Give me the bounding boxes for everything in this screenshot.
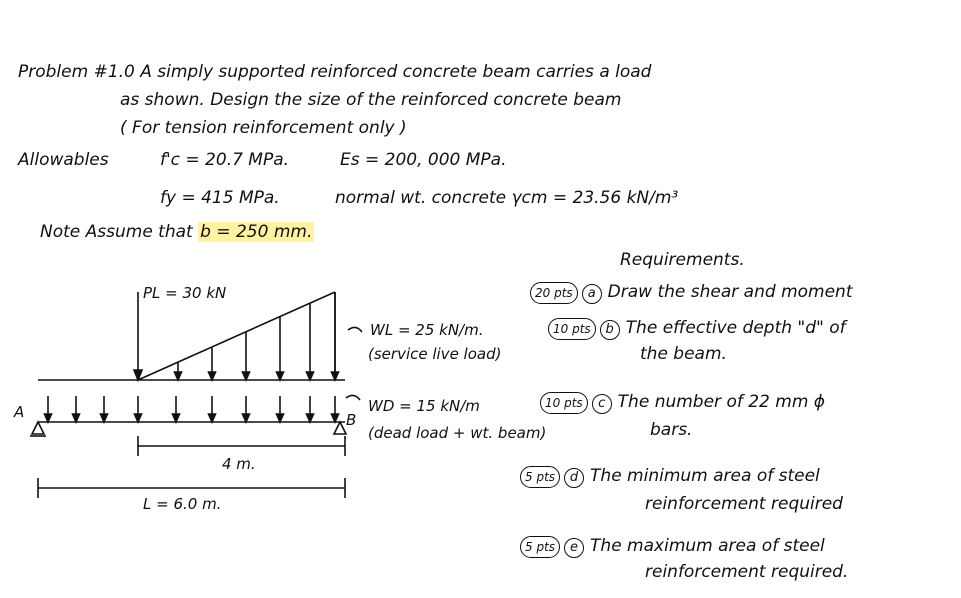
live-load-arrow-head <box>307 372 314 380</box>
allowable-fc: f'c = 20.7 MPa. <box>160 150 290 170</box>
item-text: The effective depth "d" of <box>625 318 846 338</box>
item-text: Draw the shear and moment <box>607 282 853 302</box>
requirements-title: Requirements. <box>620 250 745 270</box>
item-text: The minimum area of steel <box>590 466 820 486</box>
problem-line-3: ( For tension reinforcement only ) <box>120 118 407 138</box>
points-badge: 20 pts <box>530 282 578 304</box>
dead-load-arrow-head <box>135 414 142 422</box>
dead-load-arrow-head <box>243 414 250 422</box>
dimension-span: L = 6.0 m. <box>143 495 222 513</box>
problem-line-2: as shown. Design the size of the reinforced concrete beam <box>120 90 622 110</box>
live-load-arrow-head <box>332 372 339 380</box>
dead-load-arrow-head <box>73 414 80 422</box>
dead-load-label: WD = 15 kN/m <box>368 397 480 415</box>
note-text: Note Assume that <box>40 222 199 242</box>
live-load-arrow-head <box>277 372 284 380</box>
requirement-item <box>520 466 820 488</box>
points-badge: 5 pts <box>520 466 560 488</box>
requirement-item <box>548 318 846 340</box>
item-text: The maximum area of steel <box>590 536 825 556</box>
item-letter: c <box>592 394 612 414</box>
points-badge: 10 pts <box>548 318 596 340</box>
requirement-item-cont: reinforcement required. <box>645 562 849 582</box>
requirement-item <box>530 282 853 304</box>
allowable-es: Es = 200, 000 MPa. <box>340 150 507 170</box>
points-badge: 5 pts <box>520 536 560 558</box>
live-load-arrow-head <box>175 372 182 380</box>
live-load-note: (service live load) <box>368 345 502 363</box>
item-letter: a <box>582 284 602 304</box>
live-load-arrow-head <box>209 372 216 380</box>
item-letter: d <box>564 468 584 488</box>
note-b-value: b = 250 mm. <box>200 222 313 242</box>
support-b-label: B <box>346 411 357 429</box>
dead-load-arrow-head <box>332 414 339 422</box>
item-text: The number of 22 mm ϕ <box>617 392 826 412</box>
item-letter: b <box>600 320 620 340</box>
dead-load-arrow-head <box>277 414 284 422</box>
problem-line-1: Problem #1.0 A simply supported reinforced concrete beam carries a load <box>18 62 652 82</box>
live-load-arrow-head <box>243 372 250 380</box>
dead-load-arrow-head <box>209 414 216 422</box>
requirement-item <box>520 536 825 558</box>
dead-load-arrow-head <box>307 414 314 422</box>
requirement-item-cont: reinforcement required <box>645 494 843 514</box>
allowables-label: Allowables <box>18 150 109 170</box>
live-load-label: WL = 25 kN/m. <box>370 321 484 339</box>
allowable-gamma: normal wt. concrete γcm = 23.56 kN/m³ <box>335 188 679 208</box>
point-load-label: PL = 30 kN <box>143 284 227 302</box>
allowable-fy: fy = 415 MPa. <box>160 188 280 208</box>
dead-load-note: (dead load + wt. beam) <box>368 424 547 442</box>
dead-load-arrow-head <box>45 414 52 422</box>
support-a-label: A <box>14 403 25 421</box>
dead-load-arrow-head <box>101 414 108 422</box>
requirement-item <box>540 392 825 414</box>
dead-load-arrow-head <box>173 414 180 422</box>
requirement-item-cont: bars. <box>650 420 693 440</box>
requirement-item-cont: the beam. <box>640 344 727 364</box>
item-letter: e <box>564 538 584 558</box>
points-badge: 10 pts <box>540 392 588 414</box>
dimension-4m: 4 m. <box>222 455 256 473</box>
